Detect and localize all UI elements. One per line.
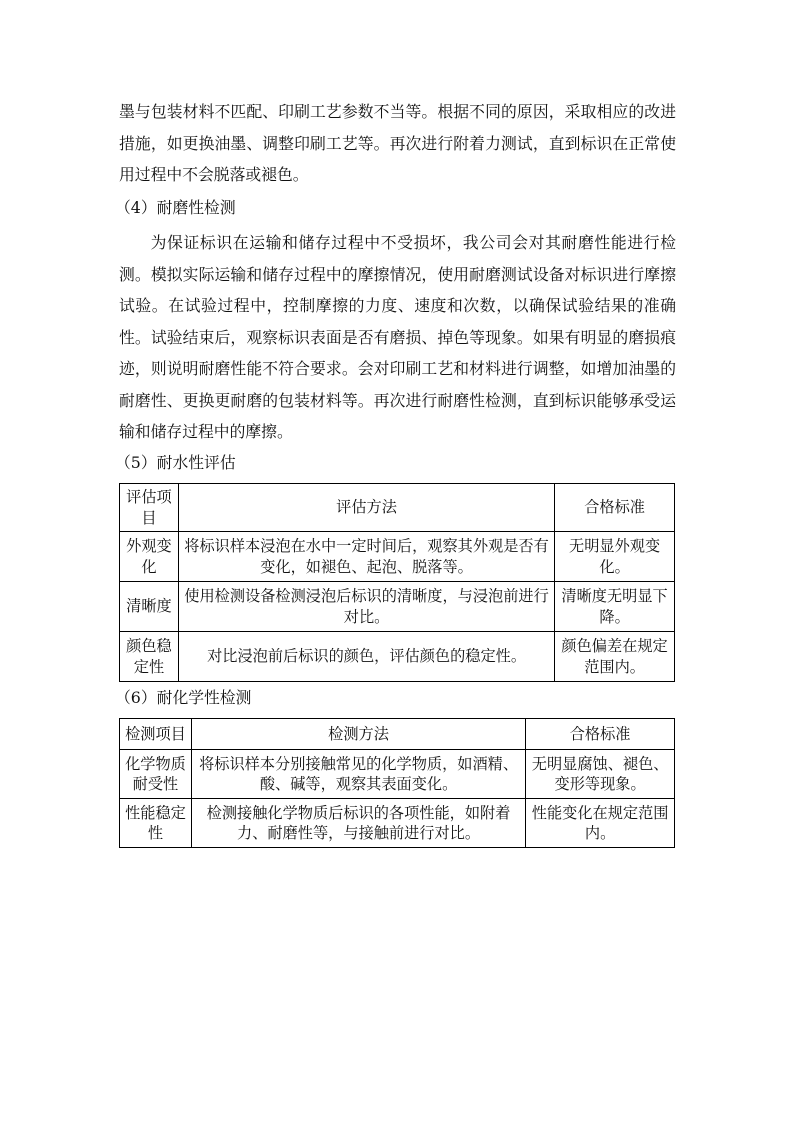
header-cell: 合格标准 <box>526 719 675 750</box>
table-row <box>120 799 675 848</box>
standard-cell: 无明显外观变化。 <box>555 532 675 582</box>
method-cell: 将标识样本分别接触常见的化学物质，如酒精、酸、碱等，观察其表面变化。 <box>191 750 525 799</box>
method-cell: 对比浸泡前后标识的颜色，评估颜色的稳定性。 <box>178 632 554 682</box>
table-row <box>120 532 675 582</box>
header-cell: 合格标准 <box>555 484 675 532</box>
item-cell: 性能稳定性 <box>120 799 192 848</box>
header-cell: 检测项目 <box>120 719 192 750</box>
header-cell: 检测方法 <box>191 719 525 750</box>
header-cell: 评估项目 <box>120 484 179 532</box>
water-resistance-table <box>119 483 675 682</box>
standard-cell: 颜色偏差在规定范围内。 <box>555 632 675 682</box>
standard-cell: 清晰度无明显下降。 <box>555 582 675 632</box>
table-header-row <box>120 484 675 532</box>
standard-cell: 无明显腐蚀、褪色、变形等现象。 <box>526 750 675 799</box>
paragraph-adhesion-end: 墨与包装材料不匹配、印刷工艺参数不当等。根据不同的原因，采取相应的改进措施，如更换油墨、调整印刷工艺等。再次进行附着力测试，直到标识在正常使用过程中不会脱落或褪色。 <box>119 102 676 184</box>
method-cell: 检测接触化学物质后标识的各项性能，如附着力、耐磨性等，与接触前进行对比。 <box>191 799 525 848</box>
method-cell: 将标识样本浸泡在水中一定时间后，观察其外观是否有变化，如褪色、起泡、脱落等。 <box>178 532 554 582</box>
table-row <box>120 750 675 799</box>
table-header-row <box>120 719 675 750</box>
paragraph-abrasion-test: 为保证标识在运输和储存过程中不受损坏，我公司会对其耐磨性能进行检测。模拟实际运输和储存过程中的摩擦情况，使用耐磨测试设备对标识进行摩擦试验。在试验过程中，控制摩擦的力度、速度和次数，以确保试验结果的准确性。试验结束后，观察标识表面是否有磨损、掉色等现象。如果有明显的磨损痕迹，则说明耐磨性能不符合要求。会对印刷工艺和材料进行调整，如增加油墨的耐磨性、更换更耐磨的包装材料等。再次进行耐磨性检测，直到标识能够承受运输和储存过程中的摩擦。 <box>119 233 676 441</box>
heading-abrasion-test: （4）耐磨性检测 <box>115 198 236 217</box>
item-cell: 颜色稳定性 <box>120 632 179 682</box>
table-row <box>120 582 675 632</box>
item-cell: 化学物质耐受性 <box>120 750 192 799</box>
heading-chemical-resistance: （6）耐化学性检测 <box>115 688 252 707</box>
chemical-resistance-table <box>119 718 675 848</box>
item-cell: 清晰度 <box>120 582 179 632</box>
standard-cell: 性能变化在规定范围内。 <box>526 799 675 848</box>
item-cell: 外观变化 <box>120 532 179 582</box>
heading-water-resistance: （5）耐水性评估 <box>115 453 236 472</box>
method-cell: 使用检测设备检测浸泡后标识的清晰度，与浸泡前进行对比。 <box>178 582 554 632</box>
header-cell: 评估方法 <box>178 484 554 532</box>
table-row <box>120 632 675 682</box>
